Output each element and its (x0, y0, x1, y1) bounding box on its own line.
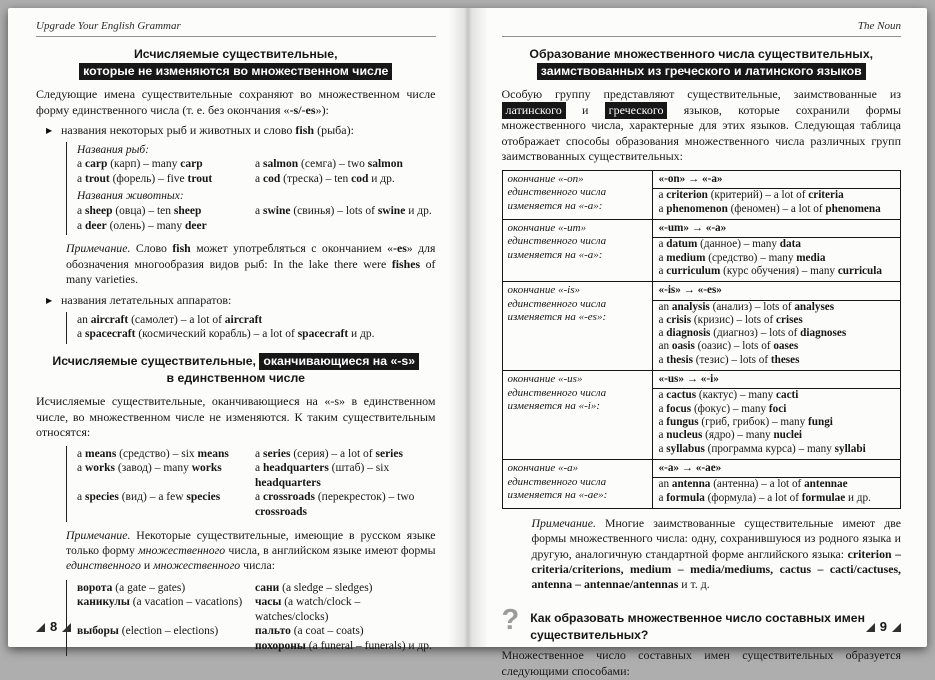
pattern-label: «-um» → «-a» (653, 220, 901, 238)
forms-cell (652, 282, 901, 371)
pattern-label: «-on» → «-a» (653, 171, 901, 189)
vocab-row (77, 447, 436, 462)
forms-cell (652, 460, 901, 509)
vocab-row (77, 157, 436, 172)
corner-triangle-icon (892, 623, 901, 632)
vocab-row (77, 461, 436, 490)
vocab-row (77, 490, 436, 519)
forms-cell (652, 371, 901, 460)
running-header-right: The Noun (502, 20, 902, 37)
bullet-triangle-icon: ▶ (46, 296, 53, 306)
section-title-line2: в единственном числе (166, 371, 305, 386)
example-line: a nucleus (ядро) – many nuclei (658, 429, 803, 442)
bullet-text: названия некоторых рыб и животных и слово fish (рыба): (61, 123, 354, 138)
section-title-invariable-nouns (36, 46, 436, 81)
running-header-left: Upgrade Your English Grammar (36, 20, 436, 37)
page-number-value: 8 (50, 619, 58, 634)
corner-triangle-icon (36, 623, 45, 632)
vocab-cell: Названия рыб: (77, 143, 150, 156)
vocab-cell: a works (завод) – many works (77, 462, 222, 475)
example-line: a focus (фокус) – many foci (658, 402, 787, 415)
bullet-triangle-icon: ▶ (46, 126, 53, 136)
example-line: a curriculum (курс обучения) – many curricula (658, 264, 882, 277)
note-plural-only: Примечание. Некоторые существительные, имеющие в русском языке только форму множественного числа, в английском языке имеют формы единственного и множественного числа: (66, 527, 436, 573)
vocab-cell: a spacecraft (космический корабль) – a lot of spacecraft и др. (77, 328, 375, 341)
note-double-plurals: Примечание. Многие заимствованные существительные имеют две формы множественного числа: одну, сохранившуюся из родного языка и другую, аналогичную стандартной форме английского языка: criterion – criteria/criterions, medium – media/mediums, cactus – cacti/cactuses, antenna – antennae/antennas и т. д. (531, 516, 901, 592)
vocab-cell (77, 639, 255, 654)
vocab-cell: Названия животных: (77, 190, 184, 203)
example-line: an oasis (оазис) – lots of oases (658, 340, 799, 353)
section-title-line1: Исчисляемые существительные, оканчивающиеся на «-s» (36, 353, 436, 370)
section-title-borrowed-nouns (502, 46, 902, 81)
page-left (8, 8, 468, 653)
example-line: a crisis (кризис) – lots of crises (658, 313, 803, 326)
vocab-row (77, 581, 436, 596)
pattern-label: «-us» → «-i» (653, 371, 901, 389)
vocab-row (77, 204, 436, 219)
vocab-row (77, 624, 436, 639)
vocab-cell: a cod (треска) – ten cod и др. (255, 172, 395, 185)
intro-paragraph: Следующие имена существительные сохраняют во множественном числе форму единственного числа (т. е. без окончания «-s/-es»): (36, 86, 436, 117)
vocab-cell (255, 143, 436, 158)
example-line: an antenna (антенна) – a lot of antennae (658, 478, 848, 491)
section-title-line2: заимствованных из греческого и латинского языков (502, 63, 902, 80)
s-ending-paragraph: Исчисляемые существительные, оканчивающиеся на «-s» в единственном числе, во множественном числе не изменяются. К таким существительным относятся: (36, 393, 436, 440)
fish-vocab-block (66, 142, 436, 236)
vocab-row (77, 327, 436, 342)
vocab-cell: a means (средство) – six means (77, 447, 229, 460)
vocab-row (77, 143, 436, 158)
example-line: a medium (средство) – many media (658, 251, 826, 264)
section-title-s-ending-nouns (36, 353, 436, 388)
closing-paragraph: Множественное число составных имен существительных образуется следующими способами: (501, 648, 901, 678)
bullet-item-fish (46, 123, 436, 139)
vocab-cell: a swine (свинья) – lots of swine и др. (255, 205, 432, 218)
vocab-row (77, 639, 436, 654)
forms-cell (652, 219, 901, 281)
vocab-cell: похороны (a funeral – funerals) и др. (255, 640, 432, 653)
example-line: a thesis (тезис) – lots of theses (658, 353, 800, 366)
vocab-cell (255, 189, 436, 204)
example-line: a cactus (кактус) – many cacti (658, 389, 799, 402)
example-line: a syllabus (программа курса) – many syllabi (658, 442, 866, 455)
bullet-text: названия летательных аппаратов: (61, 293, 232, 308)
vocab-cell: a crossroads (перекресток) – two crossroads (255, 491, 415, 519)
vocab-cell: часы (a watch/clock – watches/clocks) (255, 596, 361, 623)
question-mark-icon: ? (501, 603, 520, 636)
borrowed-intro-paragraph: Особую группу представляют существительные, заимствованные из латинского и греческого языков, которые сохранили формы множественного числа, характерные для этих языков. Следующая таблица отображает способы образования множественного числа различных групп заимствованных существительных: (501, 86, 902, 164)
vocab-cell: a carp (карп) – many carp (77, 158, 203, 171)
rule-cell: окончание «-us» единственного числа изменяется на «-i»: (502, 371, 652, 460)
question-text: Как образовать множественное число составных имен существительных? (530, 610, 865, 642)
example-line: a diagnosis (диагноз) – lots of diagnoses (658, 327, 847, 340)
example-line: a formula (формула) – a lot of formulae и др. (658, 491, 871, 504)
vocab-cell: a headquarters (штаб) – six headquarters (255, 462, 390, 489)
section-title-line1: Исчисляемые существительные, (133, 47, 338, 61)
vocab-cell: сани (a sledge – sledges) (255, 581, 373, 594)
rule-cell: окончание «-um» единственного числа изменяется на «-a»: (502, 219, 652, 281)
example-line: a criterion (критерий) – a lot of criteria (658, 189, 844, 202)
page-number-left (36, 619, 71, 634)
vocab-cell (255, 219, 436, 234)
example-line: an analysis (анализ) – lots of analyses (658, 300, 835, 313)
vocab-cell: пальто (a coat – coats) (255, 625, 364, 638)
note-fish: Примечание. Слово fish может употребляться с окончанием «-es» для обозначения многообразия видов рыб: In the lake there were fishes of many varieties. (66, 241, 436, 286)
table-row-a (502, 460, 901, 509)
forms-cell (652, 170, 901, 219)
table-row-on (502, 170, 901, 219)
vocab-row (77, 219, 436, 234)
vocab-cell: a trout (форель) – five trout (77, 172, 213, 185)
example-line: a datum (данное) – many data (658, 238, 801, 251)
vocab-row (77, 313, 436, 328)
vocab-row (77, 172, 436, 187)
rule-cell: окончание «-on» единственного числа изменяется на «-a»: (502, 170, 652, 219)
means-vocab-block (66, 446, 436, 522)
section-title-line1: Образование множественного числа существительных, (529, 47, 874, 61)
book-spread (8, 8, 927, 678)
vocab-row (77, 595, 436, 624)
plural-only-vocab-block (66, 580, 436, 656)
rule-cell: окончание «-is» единственного числа изменяется на «-es»: (502, 282, 652, 371)
vocab-cell: a series (серия) – a lot of series (255, 447, 403, 460)
bullet-item-aircraft (46, 293, 436, 309)
vocab-cell: an aircraft (самолет) – a lot of aircraft (77, 313, 263, 326)
aircraft-vocab-block (66, 312, 436, 344)
vocab-cell: a deer (олень) – many deer (77, 219, 207, 232)
page-number-value: 9 (879, 619, 887, 634)
pattern-label: «-is» → «-es» (653, 282, 901, 300)
question-block (501, 603, 902, 644)
table-row-us (502, 371, 901, 460)
vocab-cell: каникулы (a vacation – vacations) (77, 596, 243, 609)
vocab-cell: выборы (election – elections) (77, 625, 219, 638)
example-line: a fungus (гриб, грибок) – many fungi (658, 416, 833, 429)
vocab-cell: a salmon (семга) – two salmon (255, 158, 403, 171)
vocab-row (77, 189, 436, 204)
vocab-cell: ворота (a gate – gates) (77, 581, 186, 594)
vocab-cell: a species (вид) – a few species (77, 491, 221, 504)
pattern-label: «-a» → «-ae» (653, 460, 901, 478)
table-row-is (502, 282, 901, 371)
rule-cell: окончание «-a» единственного числа изменяется на «-ae»: (502, 460, 652, 509)
table-row-um (502, 219, 901, 281)
corner-triangle-icon (866, 623, 875, 632)
section-title-line2: которые не изменяются во множественном числе (36, 63, 436, 80)
example-line: a phenomenon (феномен) – a lot of phenomena (658, 202, 881, 215)
page-number-right (866, 619, 901, 634)
corner-triangle-icon (62, 623, 71, 632)
vocab-cell: a sheep (овца) – ten sheep (77, 205, 202, 218)
plural-formation-table (502, 170, 902, 509)
page-right (468, 8, 928, 678)
